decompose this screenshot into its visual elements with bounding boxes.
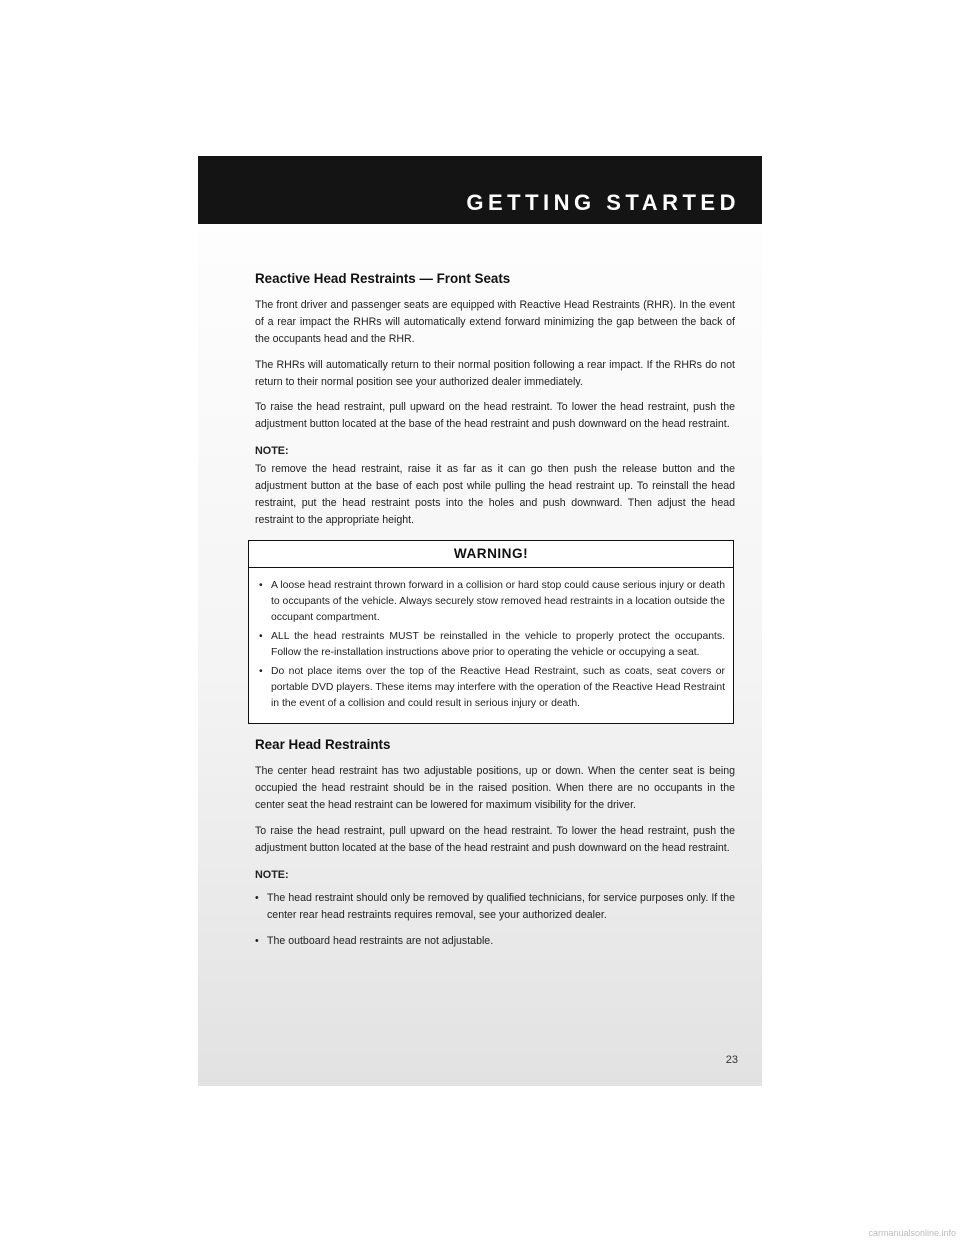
note-text: To remove the head restraint, raise it as far as it can go then push the release button and the adjustment button at the base of each post while pulling the head restraint up. To reinstall the head restraint, put the head restraint posts into the holes and push downward. Then adjust the head restraint to the appropriate height. — [255, 462, 735, 527]
paragraph: To raise the head restraint, pull upward on the head restraint. To lower the head restraint, push the adjustment button located at the base of the head restraint and push downward on the head restraint. — [255, 401, 735, 431]
paragraph: The front driver and passenger seats are equipped with Reactive Head Restraints (RHR). In the event of a rear impact the RHRs will automatically extend forward minimizing the gap between the back of the occupants head and the RHR. — [255, 299, 735, 346]
heading-rear-head-restraints: Rear Head Restraints — [255, 736, 391, 752]
note-bullet: • The outboard head restraints are not adjustable. — [255, 933, 735, 950]
page-content — [255, 270, 735, 958]
note-bullet-list — [255, 890, 735, 950]
warning-item: • Do not place items over the top of the Reactive Head Restraint, such as coats, seat covers or portable DVD players. These items may interfere with the operation of the Reactive Head Restraint in the event of a collision and could result in serious injury or death. — [259, 664, 725, 713]
warning-item: • A loose head restraint thrown forward in a collision or hard stop could cause serious injury or death to occupants of the vehicle. Always securely stow removed head restraints in a location outside the occupant compartment. — [259, 578, 725, 627]
warning-item: • ALL the head restraints MUST be reinstalled in the vehicle to properly protect the occupants. Follow the re-installation instructions above prior to operating the vehicle or occupying a seat. — [259, 629, 725, 662]
paragraph: To raise the head restraint, pull upward on the head restraint. To lower the head restraint, push the adjustment button located at the base of the head restraint and push downward on the head restraint. — [255, 824, 735, 854]
paragraph: The center head restraint has two adjustable positions, up or down. When the center seat is being occupied the head restraint should be in the raised position. When there are no occupants in the center seat the head restraint can be lowered for maximum visibility for the driver. — [255, 764, 735, 812]
paragraph: The RHRs will automatically return to their normal position following a rear impact. If the RHRs do not return to their normal position see your authorized dealer immediately. — [255, 358, 735, 388]
page-number: 23 — [725, 1054, 738, 1066]
warning-title: WARNING! — [249, 541, 733, 567]
footer-watermark: carmanualsonline.info — [868, 1228, 956, 1238]
manual-page — [198, 156, 762, 1086]
warning-list — [249, 568, 733, 723]
warning-box — [248, 540, 734, 723]
note-label: NOTE: — [255, 868, 289, 881]
section-header-band — [198, 156, 762, 224]
note-bullet: • The head restraint should only be removed by qualified technicians, for service purposes only. If the center rear head restraints requires removal, see your authorized dealer. — [255, 890, 735, 924]
note-label: NOTE: — [255, 445, 289, 458]
section-title: GETTING STARTED — [466, 190, 740, 215]
heading-reactive-head-restraints: Reactive Head Restraints — Front Seats — [255, 271, 511, 286]
